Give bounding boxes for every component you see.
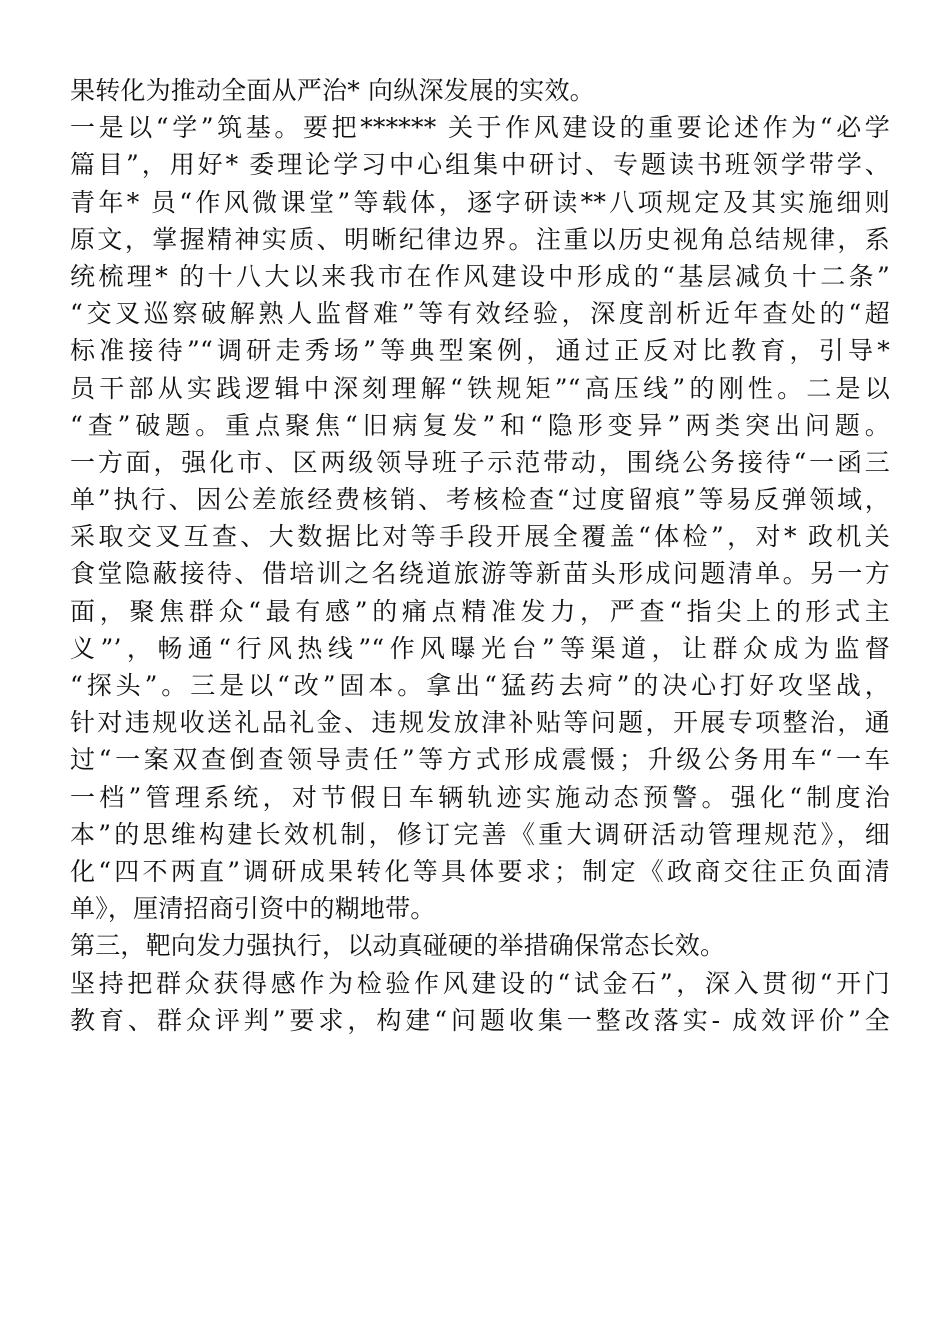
text-line: 化“四不两直”调研成果转化等具体要求；制定《政商交往正负面清 [70, 856, 890, 886]
document-body [70, 72, 890, 1039]
text-line: 一是以“学”筑基。要把****** 关于作风建设的重要论述作为“必学 [70, 113, 890, 143]
text-line: “查”破题。重点聚焦“旧病复发”和“隐形变异”两类突出问题。 [70, 410, 890, 440]
text-line: 食堂隐蔽接待、借培训之名绕道旅游等新苗头形成问题清单。另一方 [70, 559, 890, 589]
text-line: 单》，厘清招商引资中的糊地带。 [70, 894, 436, 924]
text-line: 标准接待”“调研走秀场”等典型案例，通过正反对比教育，引导* [70, 336, 890, 366]
text-line: 一方面，强化市、区两级领导班子示范带动，围绕公务接待“一函三 [70, 447, 890, 477]
text-line: “探头”。三是以“改”固本。拿出“猛药去疴”的决心打好攻坚战， [70, 671, 890, 700]
text-line: 第三，靶向发力强执行，以动真碰硬的举措确保常态长效。 [70, 931, 726, 961]
text-line: 采取交叉互查、大数据比对等手段开展全覆盖“体检”，对* 政机关 [70, 522, 890, 552]
text-line: 针对违规收送礼品礼金、违规发放津补贴等问题，开展专项整治，通 [70, 708, 890, 738]
text-line: 过“一案双查倒查领导责任”等方式形成震慑；升级公务用车“一车 [70, 745, 890, 775]
text-line: 本”的思维构建长效机制，修订完善《重大调研活动管理规范》，细 [70, 819, 890, 849]
text-line: 统梳理* 的十八大以来我市在作风建设中形成的“基层减负十二条” [70, 261, 890, 291]
text-line: 面，聚焦群众“最有感”的痛点精准发力，严查“指尖上的形式主 [70, 596, 890, 626]
text-line: 篇目”，用好* 委理论学习中心组集中研讨、专题读书班领学带学、 [70, 150, 890, 180]
text-line: 单”执行、因公差旅经费核销、考核检查“过度留痕”等易反弹领域， [70, 485, 890, 515]
text-line: 原文，掌握精神实质、明晰纪律边界。注重以历史视角总结规律，系 [70, 224, 890, 254]
text-line: 坚持把群众获得感作为检验作风建设的“试金石”，深入贯彻“开门 [70, 968, 890, 998]
text-line: 果转化为推动全面从严治* 向纵深发展的实效。 [70, 76, 595, 105]
text-line: 青年* 员“作风微课堂”等载体，逐字研读**八项规定及其实施细则 [70, 187, 890, 217]
text-line: “交叉巡察破解熟人监督难”等有效经验，深度剖析近年查处的“超 [70, 299, 890, 329]
text-line: 员干部从实践逻辑中深刻理解“铁规矩”“高压线”的刚性。二是以 [70, 373, 890, 403]
text-line: 义”’，畅通“行风热线”“作风曝光台”等渠道，让群众成为监督 [70, 633, 890, 663]
text-line: 教育、群众评判”要求，构建“问题收集一整改落实- 成效评价”全 [70, 1005, 890, 1035]
text-line: 一档”管理系统，对节假日车辆轨迹实施动态预警。强化“制度治 [70, 782, 890, 812]
